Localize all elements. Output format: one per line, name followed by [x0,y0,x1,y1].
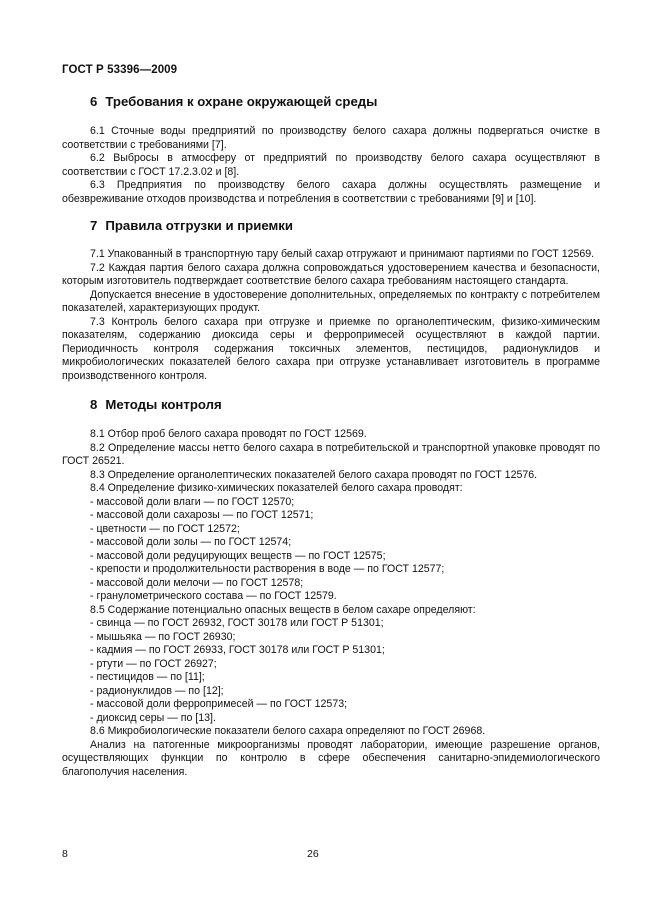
paragraph-6-2: 6.2 Выбросы в атмосферу от предприятий по производству белого сахара осуществляют в соответствии с ГОСТ 17.2.3.02 и [8]. [62,152,600,178]
section-7-number: 7 [90,218,98,233]
paragraph-6-3: 6.3 Предприятия по производству белого сахара должны осуществлять размещение и обезвреживание отходов производства и потребления в соответствии с требованиями [9] и [10]. [62,179,600,205]
paragraph-8-3: 8.3 Определение органолептических показателей белого сахара проводят по ГОСТ 12576. [90,468,538,481]
list-item: - пестицидов — по [11]; [90,671,205,683]
paragraph-8-4: 8.4 Определение физико-химических показателей белого сахара проводят: [90,482,463,494]
paragraph-7-2-note: Допускается внесение в удостоверение дополнительных, определяемых по контракту с потребителем показателей, характеризующих продукт. [62,288,600,314]
sheet-number: 26 [307,848,319,860]
list-item: - ртути — по ГОСТ 26927; [90,657,217,670]
list-item: - свинца — по ГОСТ 26932, ГОСТ 30178 или ГОСТ Р 51301; [90,617,384,629]
paragraph-8-6: 8.6 Микробиологические показатели белого сахара определяют по ГОСТ 26968. [90,725,486,737]
section-8-number: 8 [90,397,98,412]
section-7-title [62,218,600,234]
list-item: - массовой доли ферропримесей — по ГОСТ 12573; [90,698,348,710]
page-number: 8 [62,848,68,860]
list-item: - цветности — по ГОСТ 12572; [90,522,240,535]
list-item: - кадмия — по ГОСТ 26933, ГОСТ 30178 или ГОСТ Р 51301; [90,644,385,656]
section-7-heading: Правила отгрузки и приемки [105,218,293,233]
paragraph-7-3: 7.3 Контроль белого сахара при отгрузке и приемке по органолептическим, физико-химическим показателям, содержанию диоксида серы и ферропримесей осуществляют в каждой партии. Периодичность контроля содержания токсичных элементов, пестицидов, радионуклидов и микробиологических показателей белого сахара при отгрузке устанавливает изготовитель в программе производственного контроля. [62,315,600,382]
list-item: - массовой доли редуцирующих веществ — по ГОСТ 12575; [90,549,386,562]
list-8-5 [62,617,600,725]
list-item: - массовой доли мелочи — по ГОСТ 12578; [90,576,304,589]
list-item: - гранулометрического состава — по ГОСТ 12579. [90,590,337,602]
list-item: - массовой доли золы — по ГОСТ 12574; [90,536,292,548]
paragraph-7-2: 7.2 Каждая партия белого сахара должна сопровождаться удостоверением качества и безопасности, которым изготовитель подтверждает соответствие белого сахара требованиям настоящего стандарта. [62,261,600,287]
paragraph-8-5: 8.5 Содержание потенциально опасных веществ в белом сахаре определяют: [90,603,476,616]
section-6-heading: Требования к охране окружающей среды [105,94,378,109]
section-6-title [62,94,600,110]
section-8-title [62,397,600,413]
list-item: - массовой доли сахарозы — по ГОСТ 12571; [90,509,314,521]
list-item: - мышьяка — по ГОСТ 26930; [90,630,236,643]
section-8-heading: Методы контроля [105,397,222,412]
document-code-header: ГОСТ Р 53396—2009 [62,64,178,76]
document-body [62,90,600,779]
paragraph-6-1: 6.1 Сточные воды предприятий по производству белого сахара должны подвергаться очистке в соответствии с требованиями [7]. [62,125,600,151]
list-8-4 [62,496,600,604]
paragraph-8-1: 8.1 Отбор проб белого сахара проводят по ГОСТ 12569. [90,428,367,440]
paragraph-8-6-note: Анализ на патогенные микроорганизмы проводят лаборатории, имеющие разрешение органов, осуществляющих функции по контролю в сфере обеспечения санитарно-эпидемиологического благополучия населения. [62,738,600,778]
paragraph-8-2: 8.2 Определение массы нетто белого сахара в потребительской и транспортной упаковке проводят по ГОСТ 26521. [62,441,600,467]
section-6-number: 6 [90,94,98,109]
paragraph-7-1: 7.1 Упакованный в транспортную тару белый сахар отгружают и принимают партиями по ГОСТ 12569. [90,248,595,260]
list-item: - массовой доли влаги — по ГОСТ 12570; [90,495,295,508]
list-item: - радионуклидов — по [12]; [90,684,224,697]
list-item: - диоксид серы — по [13]. [90,711,216,724]
list-item: - крепости и продолжительности растворения в воде — по ГОСТ 12577; [90,563,445,575]
